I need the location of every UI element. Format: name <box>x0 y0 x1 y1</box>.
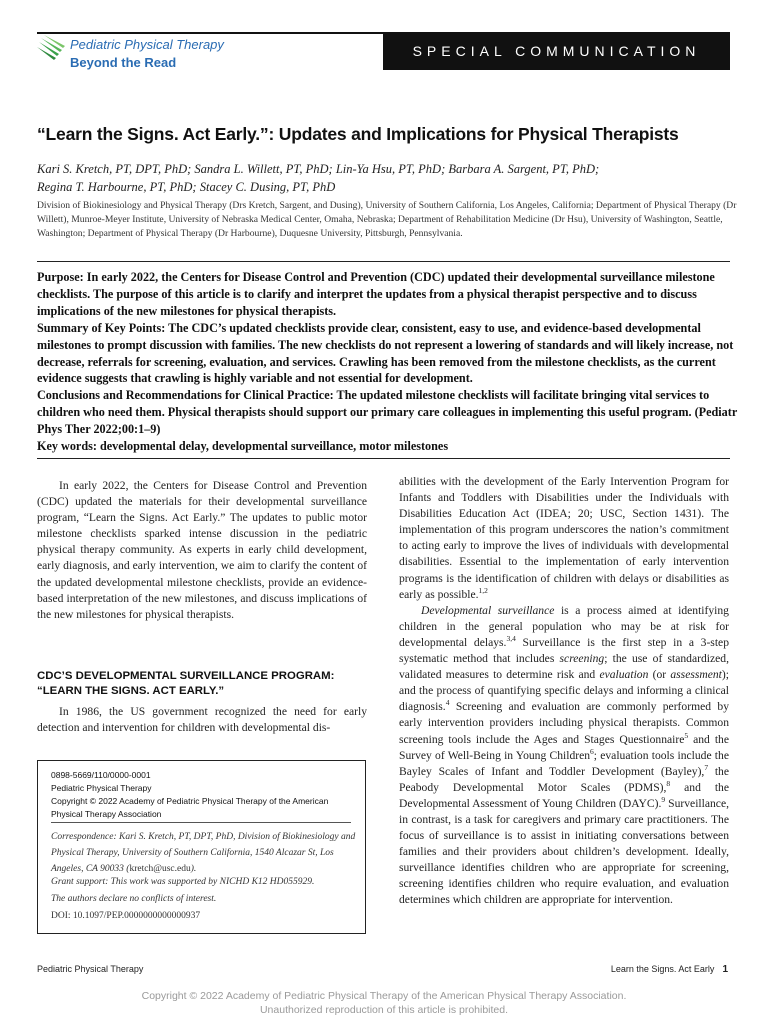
copyright-line-2: Unauthorized reproduction of this article is prohibited. <box>259 1004 509 1016</box>
footer-journal: Pediatric Physical Therapy <box>37 964 144 974</box>
citation-ref[interactable]: 6 <box>590 746 594 756</box>
publication-info <box>51 769 361 821</box>
para-text: ; evaluation tools include the Bayley Scales of Infant and Toddler Development (Bayley), <box>399 748 729 778</box>
box-copyright: Copyright © 2022 Academy of Pediatric Physical Therapy of the American Physical Therapy Association <box>51 796 329 819</box>
para-text: Screening and evaluation are commonly performed by early intervention providers including physical therapists. Common screening tools include the Ages and Stages Questionnaire <box>399 700 729 746</box>
surveillance-paragraph <box>399 603 729 909</box>
term-assessment: assessment <box>670 668 722 682</box>
para-text: Surveillance is the first step in a 3-step systematic method that includes <box>399 635 729 666</box>
journal-logo-icon <box>37 34 67 62</box>
idea-paragraph <box>399 474 729 603</box>
issn-code: 0898-5669/110/0000-0001 <box>51 770 151 780</box>
abstract-purpose: Purpose: In early 2022, the Centers for Disease Control and Prevention (CDC) updated their developmental surveillance milestone checklists. The purpose of this article is to clarify and interpret the updates from a physical therapist perspective and to discuss implications of the new milestones for physical therapists. <box>37 270 715 318</box>
abstract <box>37 269 737 455</box>
correspondence-close: ). <box>190 864 197 874</box>
copyright-line-1: Copyright © 2022 Academy of Pediatric Physical Therapy of the American Physical Therapy Association. <box>141 990 627 1002</box>
para-text: and the Developmental Assessment of Young Children (DAYC). <box>399 780 729 810</box>
abstract-conclusions: Conclusions and Recommendations for Clinical Practice: The updated milestone checklists will facilitate bringing vital services to children who need them. Physical therapists should support our primary care colleagues in implementing this useful program. (Pediatr Phys Ther 2022;00:1–9) <box>37 388 738 437</box>
section-heading: CDC’S DEVELOPMENTAL SURVEILLANCE PROGRAM: “LEARN THE SIGNS. ACT EARLY.” <box>37 670 335 697</box>
page-number: 1 <box>722 964 728 975</box>
grant-support: Grant support: This work was supported by NICHD K12 HD055929. <box>51 877 315 887</box>
term-screening: screening <box>559 652 605 666</box>
para-text: and the Survey of Well-Being in Young Children <box>399 732 729 762</box>
header-rule <box>37 32 383 34</box>
authors-line-2: Regina T. Harbourne, PT, PhD; Stacey C. Dusing, PT, PhD <box>37 180 336 194</box>
correspondence <box>51 829 361 877</box>
para-text: (or <box>648 668 671 682</box>
authors-line-1: Kari S. Kretch, PT, DPT, PhD; Sandra L. Willett, PT, PhD; Lin-Ya Hsu, PT, PhD; Barbara A. Sargent, PT, PhD; <box>37 162 600 176</box>
body-right-column <box>399 474 729 909</box>
term-developmental-surveillance: Developmental surveillance <box>421 603 555 617</box>
conflict-statement: The authors declare no conflicts of interest. <box>51 894 217 904</box>
citation-ref[interactable]: 4 <box>445 698 450 708</box>
intro-paragraph: In early 2022, the Centers for Disease Control and Prevention (CDC) updated the materials for their developmental surveillance program, “Learn the Signs. Act Early.” The updates to public motor milestone checklists sparked intense discussion in the pediatric physical therapy community. As experts in early child development, early diagnosis, and early intervention, we aim to clarify the content of the updated developmental milestone checklists, provide an evidence-based interpretation of the new milestones, and discuss implications of the new milestones for physical therapists. <box>37 479 367 621</box>
copyright-notice <box>0 989 768 1017</box>
footer-running-title <box>611 964 728 975</box>
journal-tagline: Beyond the Read <box>70 55 177 70</box>
citation-ref[interactable]: 8 <box>666 778 671 788</box>
para-text: Surveillance, in contrast, is a task for caregivers and primary care practitioners. The focus of surveillance is to assist in initiating conversations between families and their providers about children’s development. Ideally, surveillance identifies children who are appropriate for screening, screening identifies children who require evaluation, and evaluation determines which children are appropriate for intervention. <box>399 796 729 907</box>
doi-link[interactable]: DOI: 10.1097/PEP.0000000000000937 <box>51 911 201 921</box>
para-text: ; the use of standardized, validated measures to determine risk and <box>399 652 729 682</box>
body-left-column <box>37 478 367 623</box>
journal-name: Pediatric Physical Therapy <box>70 37 224 52</box>
running-title: Learn the Signs. Act Early <box>610 964 715 974</box>
author-list <box>37 160 737 196</box>
abstract-top-rule <box>37 261 730 262</box>
para-text: ); and the process of quantifying specific delays and informing a clinical diagnosis. <box>399 668 729 714</box>
para-text: is a process aimed at identifying children in the general population who may be at risk for developmental delays. <box>399 603 729 649</box>
correspondence-email-link[interactable]: kretch@usc.edu <box>129 864 191 874</box>
article-title: “Learn the Signs. Act Early.”: Updates and Implications for Physical Therapists <box>37 124 679 144</box>
idea-text: abilities with the development of the Early Intervention Program for Infants and Toddlers with Disabilities under the Individuals with Disabilities Education Act (IDEA; 20; USC, Section 1431). The implementation of this program underscores the nation’s commitment to acting early to improve the lives of individuals with developmental disabilities. Essential to the implementation of early intervention programs is the identification of children with delays or disabilities as early as possible. <box>399 475 729 601</box>
body-left-column-continued <box>37 704 367 736</box>
affiliations: Division of Biokinesiology and Physical Therapy (Drs Kretch, Sargent, and Dusing), University of Southern California, Los Angeles, California; Department of Physical Therapy (Dr Willett), Munroe-Meyer Institute, University of Nebraska Medical Center, Omaha, Nebraska; Department of Rehabilitation Medicine (Dr Hsu), University of Washington, Seattle, Washington; Department of Physical Therapy (Dr Harbourne), Duquesne University, Pittsburgh, Pennsylvania. <box>37 200 737 239</box>
term-evaluation: evaluation <box>599 668 649 682</box>
citation-ref[interactable]: 7 <box>704 762 709 772</box>
citation-ref[interactable]: 9 <box>661 795 666 805</box>
citation-ref[interactable]: 5 <box>684 730 689 740</box>
article-type-banner: SPECIAL COMMUNICATION <box>383 32 730 70</box>
history-paragraph: In 1986, the US government recognized the need for early detection and intervention for children with developmental dis- <box>37 705 367 735</box>
citation-ref[interactable]: 1,2 <box>478 585 488 595</box>
box-journal-name: Pediatric Physical Therapy <box>51 783 152 793</box>
correspondence-text: Correspondence: Kari S. Kretch, PT, DPT, PhD, Division of Biokinesiology and Physical Therapy, University of Southern California, 1540 Alcazar St, Los Angeles, CA 90033 ( <box>51 832 356 874</box>
abstract-summary: Summary of Key Points: The CDC’s updated checklists provide clear, consistent, easy to use, and evidence-based developmental milestones to prompt discussion with families. The new checklists do not represent a lowering of standards and will likely increase, not decrease, referrals for screening, evaluation, and services. Crawling has been removed from the milestone checklists, as the current evidence suggests that crawling is highly variable and not essential for development. <box>37 320 734 386</box>
para-text: the Peabody Developmental Motor Scales (PDMS), <box>399 764 729 794</box>
abstract-bottom-rule <box>37 458 730 459</box>
abstract-keywords: Key words: developmental delay, developmental surveillance, motor milestones <box>37 439 449 454</box>
box-divider <box>51 822 351 823</box>
citation-ref[interactable]: 3,4 <box>506 634 516 644</box>
